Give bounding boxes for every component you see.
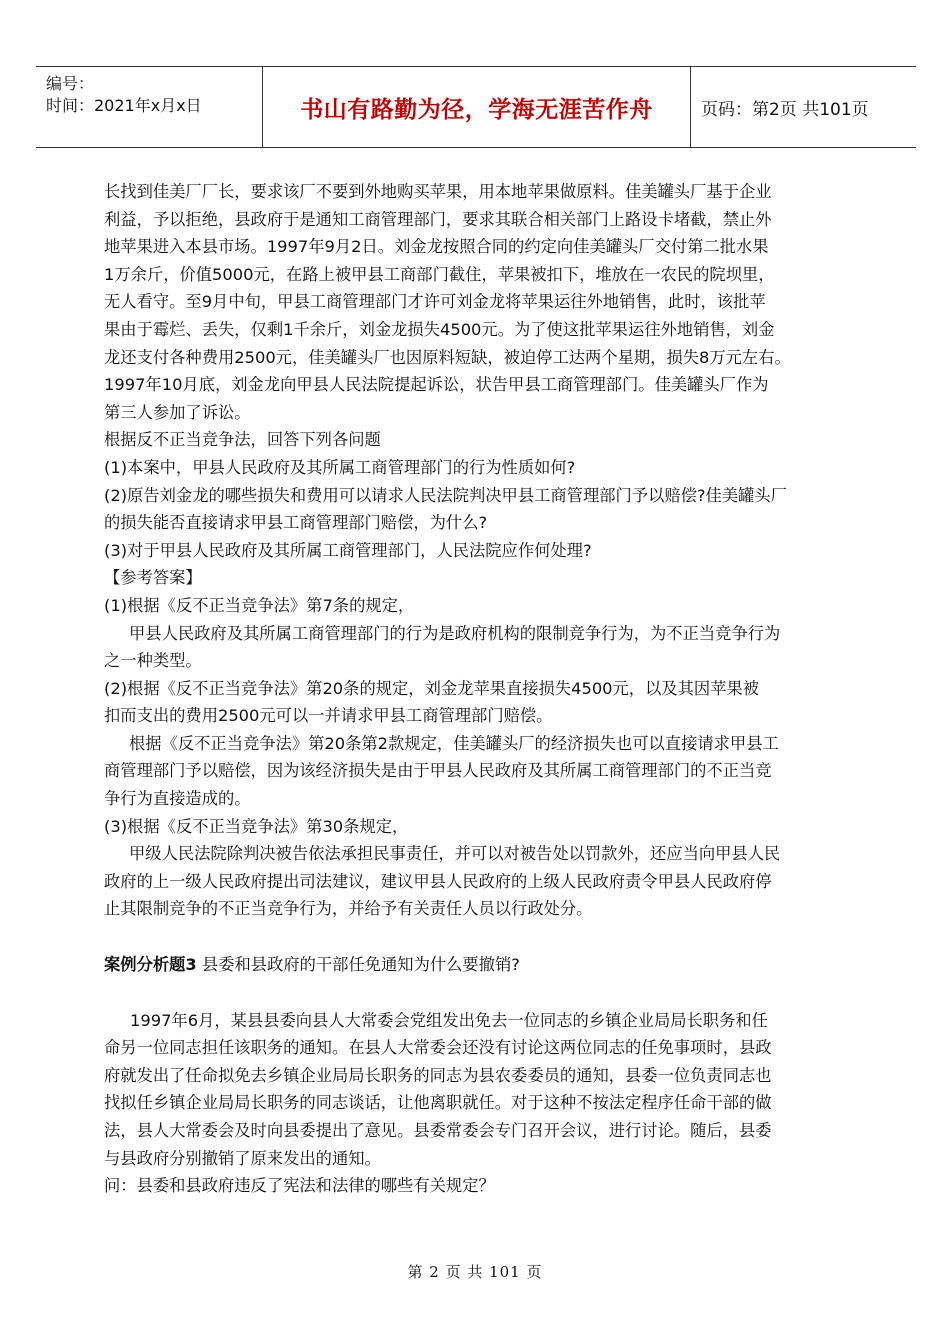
answer-line: 之一种类型。 bbox=[104, 651, 202, 671]
case-line: 与县政府分别撤销了原来发出的通知。 bbox=[104, 1148, 381, 1168]
answer-line: (1)根据《反不正当竞争法》第7条的规定， bbox=[104, 595, 415, 615]
answer-line: 甲级人民法院除判决被告依法承担民事责任，并可以对被告处以罚款外，还应当向甲县人民 bbox=[129, 844, 781, 864]
answer-line: 政府的上一级人民政府提出司法建议，建议甲县人民政府的上级人民政府责令甲县人民政府停 bbox=[104, 871, 772, 891]
text-line: 利益，予以拒绝，县政府于是通知工商管理部门，要求其联合相关部门上路设卡堵截，禁止外 bbox=[104, 209, 772, 229]
case-line: 法，县人大常委会及时向县委提出了意见。县委常委会专门召开会议，进行讨论。随后，县委 bbox=[104, 1121, 772, 1140]
question-line: (1)本案中，甲县人民政府及其所属工商管理部门的行为性质如何? bbox=[104, 457, 576, 477]
answer-line: 根据《反不正当竞争法》第20条第2款规定，佳美罐头厂的经济损失也可以直接请求甲县工 bbox=[129, 733, 779, 753]
header-page-info: 页码：第2页 共101页 bbox=[701, 99, 869, 120]
case-title-rest: 县委和县政府的干部任免通知为什么要撤销? bbox=[196, 955, 520, 975]
question-line: 的损失能否直接请求甲县工商管理部门赔偿，为什么? bbox=[104, 513, 488, 533]
document-body bbox=[104, 178, 874, 1200]
case-title bbox=[104, 951, 874, 979]
case-title-bold: 案例分析题3 bbox=[104, 955, 197, 975]
text-line: 龙还支付各种费用2500元，佳美罐头厂也因原料短缺，被迫停工达两个星期，损失8万元左右。 bbox=[104, 347, 791, 367]
answer-line: 扣而支出的费用2500元可以一并请求甲县工商管理部门赔偿。 bbox=[104, 706, 553, 726]
text-line: 果由于霉烂、丢失，仅剩1千余斤，刘金龙损失4500元。为了使这批苹果运往外地销售，刘金 bbox=[104, 319, 775, 339]
case-line: 命另一位同志担任该职务的通知。在县人大常委会还没有讨论这两位同志的任免事项时，县政 bbox=[104, 1038, 772, 1058]
answer-line: 商管理部门予以赔偿，因为该经济损失是由于甲县人民政府及其所属工商管理部门的不正当竞 bbox=[104, 761, 772, 781]
answer-line: 止其限制竞争的不正当竞争行为，并给予有关责任人员以行政处分。 bbox=[104, 899, 593, 919]
page-footer: 第 2 页 共 101 页 bbox=[407, 1263, 543, 1281]
text-line: 长找到佳美厂厂长，要求该厂不要到外地购买苹果，用本地苹果做原料。佳美罐头厂基于企业 bbox=[104, 182, 772, 201]
answer-line: 争行为直接造成的。 bbox=[104, 789, 251, 809]
time-label: 时间：2021年x月x日 bbox=[46, 96, 202, 115]
answer-heading: 【参考答案】 bbox=[104, 568, 202, 588]
header-meta bbox=[36, 67, 263, 147]
header-motto: 书山有路勤为径，学海无涯苦作舟 bbox=[263, 67, 691, 147]
text-line: 1997年10月底，刘金龙向甲县人民法院提起诉讼，状告甲县工商管理部门。佳美罐头厂作为 bbox=[104, 375, 769, 395]
page-header bbox=[36, 66, 916, 148]
text-line: 1万余斤，价值5000元，在路上被甲县工商部门截住，苹果被扣下，堆放在一农民的院坝里， bbox=[104, 264, 775, 284]
text-line: 根据反不正当竞争法，回答下列各问题 bbox=[104, 430, 381, 450]
case-line: 问：县委和县政府违反了宪法和法律的哪些有关规定？ bbox=[104, 1176, 495, 1196]
text-line: 地苹果进入本县市场。1997年9月2日。刘金龙按照合同的约定向佳美罐头厂交付第二批水果 bbox=[104, 237, 769, 257]
text-line: 无人看守。至9月中旬，甲县工商管理部门才许可刘金龙将苹果运往外地销售，此时，该批苹 bbox=[104, 292, 766, 312]
answer-line: 甲县人民政府及其所属工商管理部门的行为是政府机构的限制竞争行为，为不正当竞争行为 bbox=[129, 623, 781, 643]
case-line: 1997年6月，某县县委向县人大常委会党组发出免去一位同志的乡镇企业局局长职务和任 bbox=[130, 1010, 768, 1030]
text-line: 第三人参加了诉讼。 bbox=[104, 402, 251, 422]
question-line: (3)对于甲县人民政府及其所属工商管理部门，人民法院应作何处理? bbox=[104, 540, 592, 560]
answer-line: (2)根据《反不正当竞争法》第20条的规定，刘金龙苹果直接损失4500元，以及其因苹果被 bbox=[104, 678, 760, 698]
question-line: (2)原告刘金龙的哪些损失和费用可以请求人民法院判决甲县工商管理部门予以赔偿?佳美罐头厂 bbox=[104, 485, 787, 505]
number-label: 编号： bbox=[46, 74, 95, 93]
case-line: 府就发出了任命拟免去乡镇企业局局长职务的同志为县农委委员的通知，县委一位负责同志也 bbox=[104, 1065, 772, 1085]
case-line: 找拟任乡镇企业局局长职务的同志谈话，让他离职就任。对于这种不按法定程序任命干部的做 bbox=[104, 1093, 772, 1113]
answer-line: (3)根据《反不正当竞争法》第30条规定， bbox=[104, 816, 409, 836]
